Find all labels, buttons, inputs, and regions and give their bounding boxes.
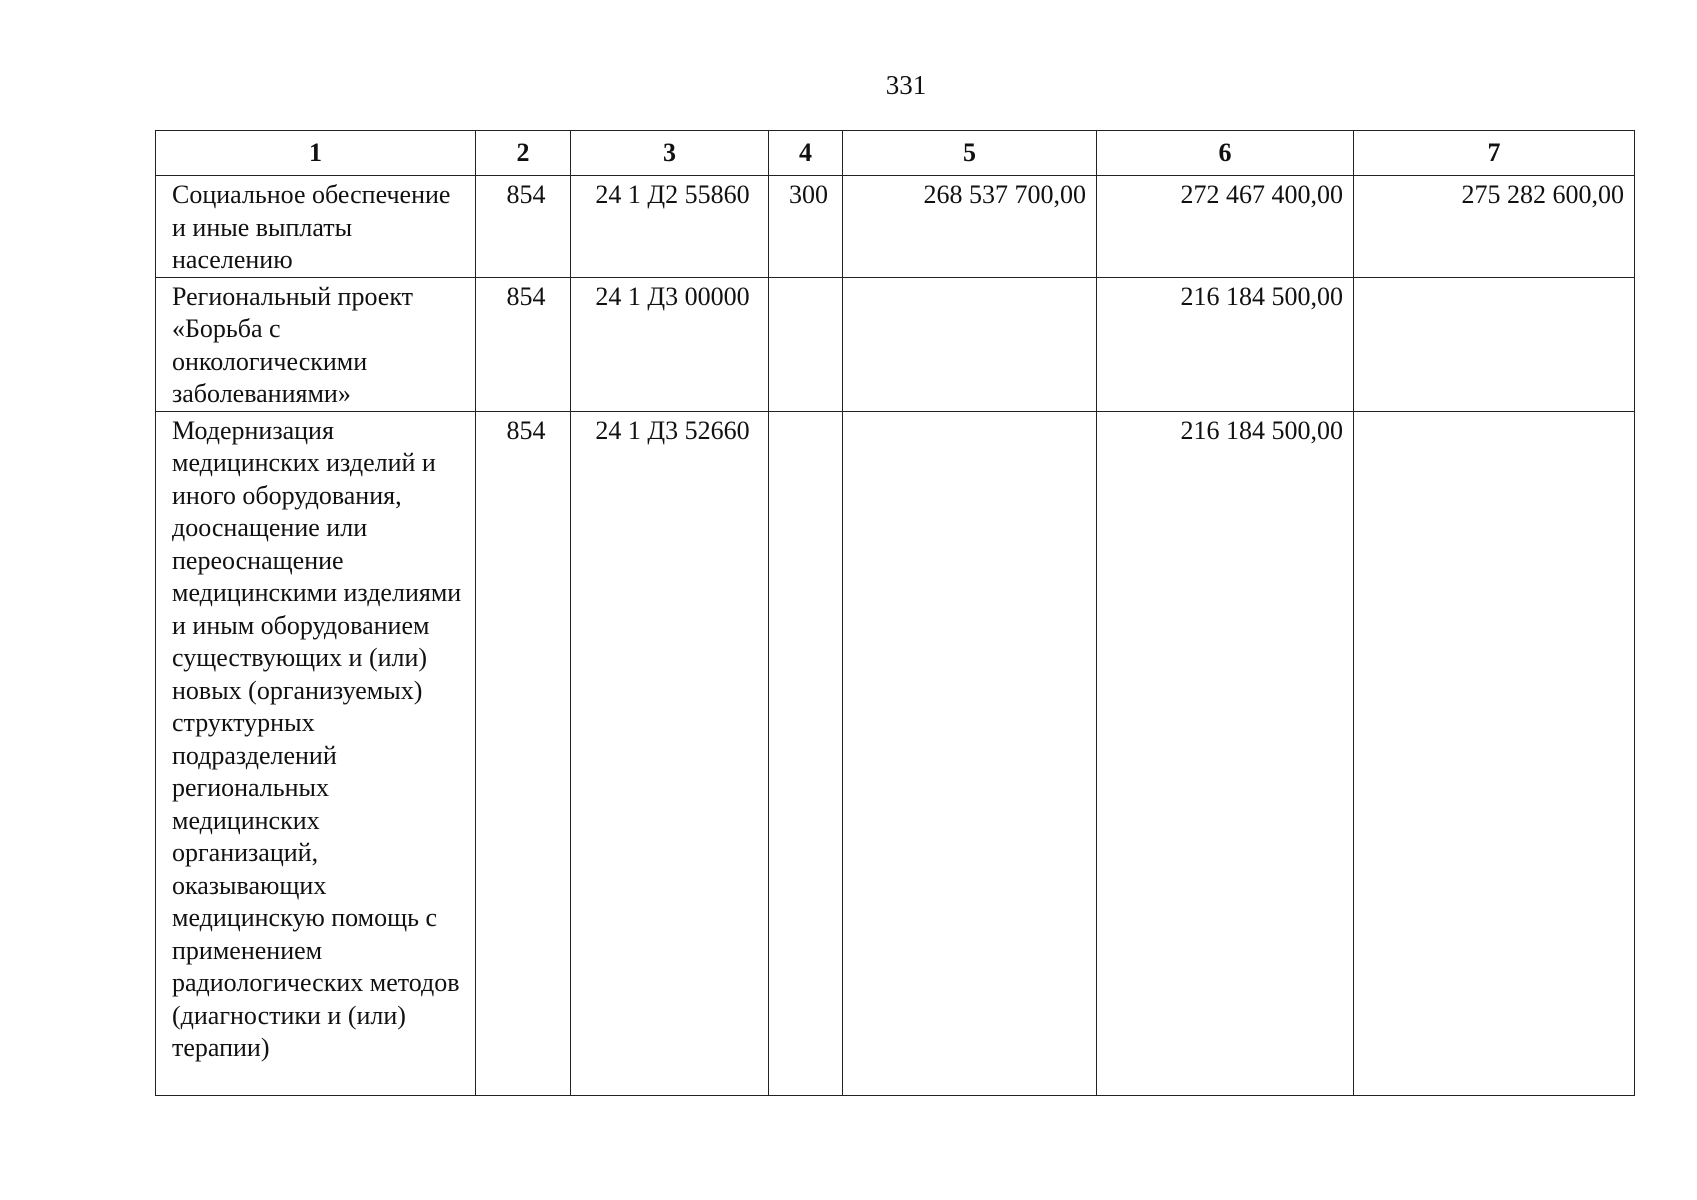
amount-col6-cell: 272 467 400,00 (1097, 176, 1354, 278)
amount-col7-cell (1354, 277, 1635, 411)
amount-col6-cell: 216 184 500,00 (1097, 411, 1354, 1095)
target-article-cell: 24 1 Д2 55860 (571, 176, 769, 278)
expense-type-cell (769, 411, 843, 1095)
column-header: 5 (843, 131, 1097, 176)
row-name-cell: Модернизация медицинских изделий и иного оборудования, дооснащение или переоснащение медицинскими изделиями и иным оборудованием существующих и (или) новых (организуемых) структурных подразделений региональных медицинских организаций, оказывающих медицинскую помощь с применением радиологических методов (диагностики и (или) терапии) (156, 411, 476, 1095)
expense-type-cell (769, 277, 843, 411)
column-header: 6 (1097, 131, 1354, 176)
expense-type-cell: 300 (769, 176, 843, 278)
table-row (156, 176, 1635, 278)
table-header-row (156, 131, 1635, 176)
amount-col6-cell: 216 184 500,00 (1097, 277, 1354, 411)
amount-col5-cell (843, 277, 1097, 411)
table-row (156, 277, 1635, 411)
column-header: 4 (769, 131, 843, 176)
page-number: 331 (885, 70, 927, 100)
amount-col7-cell: 275 282 600,00 (1354, 176, 1635, 278)
column-header: 3 (571, 131, 769, 176)
amount-col5-cell: 268 537 700,00 (843, 176, 1097, 278)
table-row (156, 411, 1635, 1095)
column-header: 2 (476, 131, 571, 176)
row-name-cell: Социальное обеспечение и иные выплаты населению (156, 176, 476, 278)
target-article-cell: 24 1 Д3 00000 (571, 277, 769, 411)
column-header: 7 (1354, 131, 1635, 176)
admin-code-cell: 854 (476, 176, 571, 278)
amount-col7-cell (1354, 411, 1635, 1095)
budget-table (155, 130, 1635, 1096)
target-article-cell: 24 1 Д3 52660 (571, 411, 769, 1095)
admin-code-cell: 854 (476, 411, 571, 1095)
admin-code-cell: 854 (476, 277, 571, 411)
amount-col5-cell (843, 411, 1097, 1095)
column-header: 1 (156, 131, 476, 176)
row-name-cell: Региональный проект «Борьба с онкологическими заболеваниями» (156, 277, 476, 411)
